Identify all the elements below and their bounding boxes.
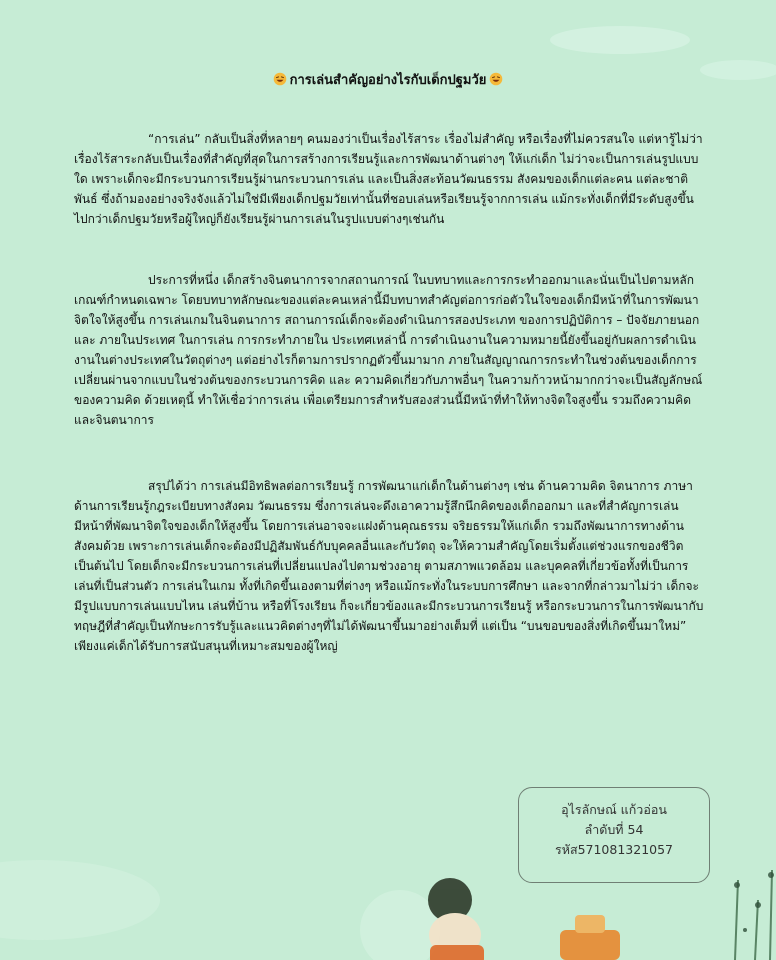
author-student-id: รหัส571081321057 [554,842,674,857]
author-name: อุไรลักษณ์ แก้วอ่อน [561,802,667,817]
cartoon-child-figure [428,878,484,960]
title-text: การเล่นสำคัญอย่างไรกับเด็กปฐมวัย [289,73,487,88]
author-order: ลำดับที่ 54 [584,822,644,837]
plant-stalks [735,870,772,960]
orange-block [560,915,620,960]
grinning-face-icon [489,72,503,86]
paragraph-first-point: ประการที่หนึ่ง เด็กสร้างจินตนาการจากสถานการณ์ ในบทบาทและการกระทำออกมาและนั่นเป็นไปตามหลักเกณฑ์กำหนดเฉพาะ โดยบทบาทลักษณะของแต่ละคนเหล่านี้มีบทบาทสำคัญต่อการก่อตัวในใจของเด็กมีหน้าที่ในการพัฒนาจิตใจให้สูงขึ้น การเล่นเกมในจินตนาการ สถานการณ์เด็กจะต้องดำเนินการสองประเภท ของการปฏิบัติการ – ปัจจัยภายนอก และ ภายในประเทศ ในการเล่น การกระทำภายใน ประเทศเหล่านี้ การดำเนินงานในความหมายนี้ยังขึ้นอยู่กับผลการดำเนินงานในต่างประเทศในวัตถุต่างๆ แต่อย่างไรก็ตามการปรากฏตัวขึ้นมามาก ภายในสัญญาณการกระทำในช่วงต้นของเด็กการเปลี่ยนผ่านจากแบบในช่วงต้นของกระบวนการคิด และ ความคิดเกี่ยวกับภาพอื่นๆ ในความก้าวหน้ามากกว่าจะเป็นสัญลักษณ์ของความคิด ด้วยเหตุนี้ ทำให้เชื่อว่าการเล่น เพื่อเตรียมการสำหรับสองส่วนนี้มีหน้าที่ทำให้ทางจิตใจสูงขึ้น รวมถึงความคิดและจินตนาการ [74,273,703,427]
grinning-face-icon [273,72,287,86]
paragraph-introduction: “การเล่น” กลับเป็นสิ่งที่หลายๆ คนมองว่าเป็นเรื่องไร้สาระ เรื่องไม่สำคัญ หรือเรื่องที่ไม่ควรสนใจ แต่หารู้ไม่ว่าเรื่องไร้สาระกลับเป็นเรื่องที่สำคัญที่สุดในการสร้างการเรียนรู้และการพัฒนาด้านต่างๆ ให้แก่เด็ก ไม่ว่าจะเป็นการเล่นรูปแบบใด เพราะเด็กจะมีกระบวนการเรียนรู้ผ่านกระบวนการเล่น และเป็นสิ่งสะท้อนวัฒนธรรม สังคมของเด็กแต่ละคน แต่ละชาติพันธ์ ซึ่งถ้ามองอย่างจริงจังแล้วไม่ใช่มีเพียงเด็กปฐมวัยเท่านั้นที่ชอบเล่นหรือเรียนรู้จากการเล่น แม้กระทั่งเด็กที่มีระดับสูงขึ้นไปกว่าเด็กปฐมวัยหรือผู้ใหญ่ก็ยังเรียนรู้ผ่านการเล่นในรูปแบบต่างๆเช่นกัน [74,132,703,226]
paragraph-conclusion: สรุปได้ว่า การเล่นมีอิทธิพลต่อการเรียนรู้ การพัฒนาแก่เด็กในด้านต่างๆ เช่น ด้านความคิด จิตนาการ ภาษา ด้านการเรียนรู้กฎระเบียบทางสังคม วัฒนธรรม ซึ่งการเล่นจะดึงเอาความรู้สึกนึกคิดของเด็กออกมา และที่สำคัญการเล่นมีหน้าที่พัฒนาจิตใจของเด็กให้สูงขึ้น โดยการเล่นอาจจะแฝงด้านคุณธรรม จริยธรรมให้แก่เด็ก รวมถึงพัฒนาการทางด้านสังคมด้วย เพราะการเล่นเด็กจะต้องมีปฏิสัมพันธ์กับบุคคลอื่นและกับวัตถุ จะให้ความสำคัญโดยเริ่มตั้งแต่ช่วงแรกของชีวิต เป็นต้นไป โดยเด็กจะมีกระบวนการเล่นที่เปลี่ยนแปลงไปตามช่วงอายุ ตามสภาพแวดล้อม และบุคคลที่เกี่ยวข้อทั้งที่เป็นการเล่นที่เป็นส่วนตัว การเล่นในเกม ทั้งที่เกิดขึ้นเองตามที่ต่างๆ หรือแม้กระทั่งในระบบการศึกษา และจากที่กล่าวมาไม่ว่า เด็กจะมีรูปแบบการเล่นแบบไหน เล่นที่บ้าน หรือที่โรงเรียน ก็จะเกี่ยวข้องและมีกระบวนการเรียนรู้ หรือกระบวนการในการพัฒนากับทฤษฎีที่สำคัญเป็นทักษะการรับรู้และแนวคิดต่างๆที่ไม่ได้พัฒนาขึ้นมาอย่างเต็มที่ แต่เป็น “บนขอบของสิ่งที่เกิดขึ้นมาใหม่” เพียงแค่เด็กได้รับการสนับสนุนที่เหมาะสมของผู้ใหญ่ [74,479,704,653]
signature-box [518,787,710,883]
page-title [0,72,776,90]
